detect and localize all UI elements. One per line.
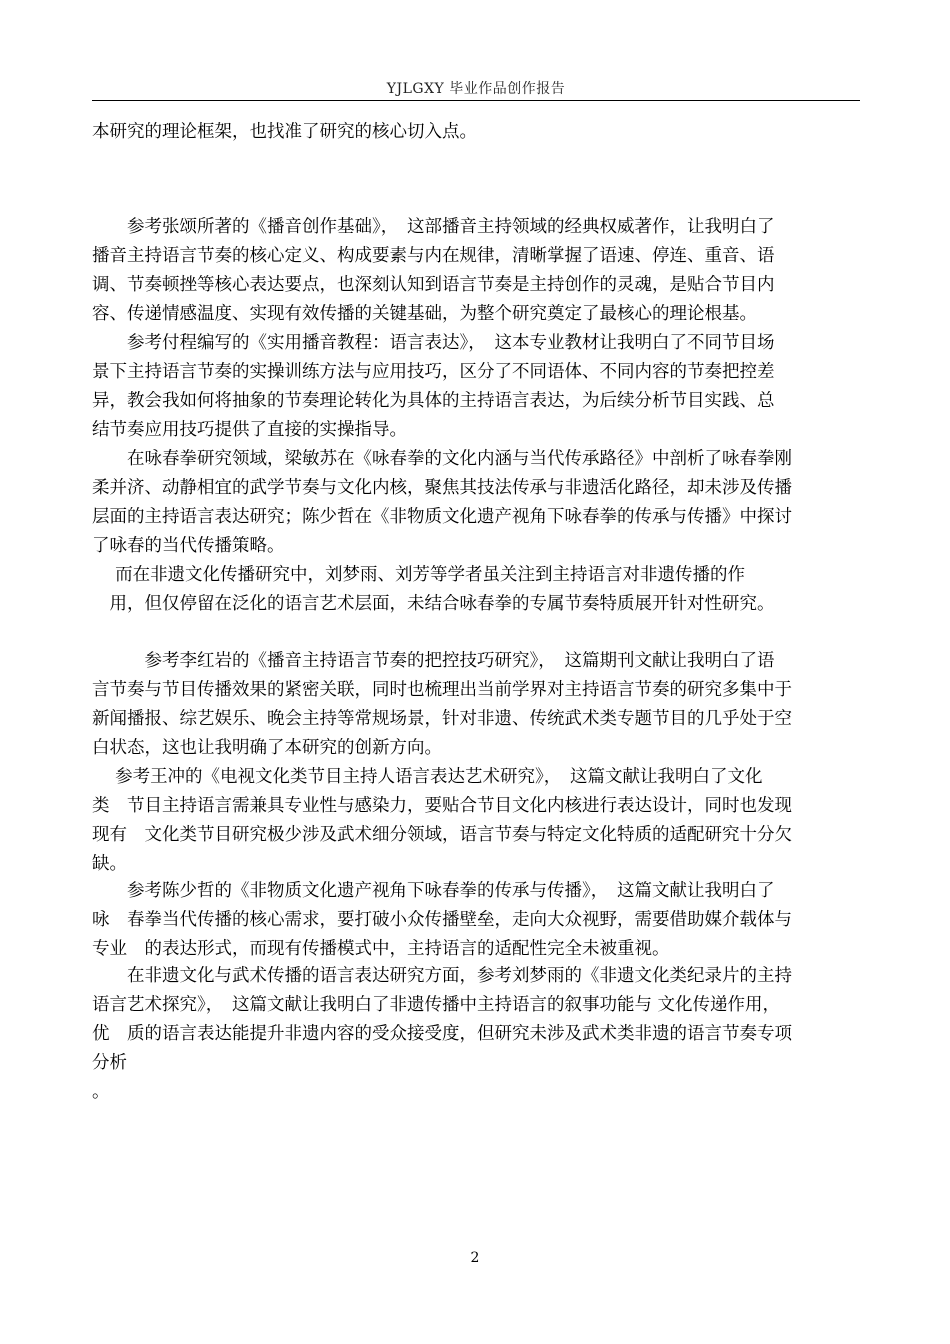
text-line: 而在非遗文化传播研究中，刘梦雨、刘芳等学者虽关注到主持语言对非遗传播的作 — [92, 565, 746, 585]
text-line: 现有 文化类节目研究极少涉及武术细分领域，语言节奏与特定文化特质的适配研究十分欠 — [92, 825, 792, 845]
text-line: 本研究的理论框架，也找准了研究的核心切入点。 — [92, 122, 477, 142]
paragraph-liu-mengyu — [92, 962, 852, 1107]
text-line: 播音主持语言节奏的核心定义、构成要素与内在规律，清晰掌握了语速、停连、重音、语 — [92, 246, 775, 266]
text-line: 语言艺术探究》， 这篇文献让我明白了非遗传播中主持语言的叙事功能与 文化传递作用， — [92, 995, 781, 1015]
page-number: 2 — [470, 1250, 480, 1266]
text-line: 新闻播报、综艺娱乐、晚会主持等常规场景，针对非遗、传统武术类专题节目的几乎处于空 — [92, 709, 792, 729]
text-line: 景下主持语言节奏的实操训练方法与应用技巧，区分了不同语体、不同内容的节奏把控差 — [92, 362, 775, 382]
text-line: 参考王冲的《电视文化类节目主持人语言表达艺术研究》， 这篇文献让我明白了文化 — [92, 767, 763, 787]
text-line: 异，教会我如何将抽象的节奏理论转化为具体的主持语言表达，为后续分析节目实践、总 — [92, 391, 775, 411]
text-line: 。 — [92, 1082, 110, 1102]
header-rule — [92, 100, 860, 101]
text-line: 在非遗文化与武术传播的语言表达研究方面，参考刘梦雨的《非遗文化类纪录片的主持 — [92, 966, 792, 986]
paragraph-zhang-song — [92, 213, 852, 329]
text-line: 专业 的表达形式，而现有传播模式中，主持语言的适配性完全未被重视。 — [92, 939, 670, 959]
text-line: 层面的主持语言表达研究；陈少哲在《非物质文化遗产视角下咏春拳的传承与传播》中探讨 — [92, 507, 792, 527]
paragraph-fu-cheng — [92, 329, 852, 445]
text-line: 类 节目主持语言需兼具专业性与感染力，要贴合节目文化内核进行表达设计，同时也发现 — [92, 796, 792, 816]
text-line: 参考陈少哲的《非物质文化遗产视角下咏春拳的传承与传播》， 这篇文献让我明白了 — [92, 881, 775, 901]
text-line: 了咏春的当代传播策略。 — [92, 536, 285, 556]
paragraph-wing-chun-research — [92, 445, 852, 561]
text-line: 白状态，这也让我明确了本研究的创新方向。 — [92, 738, 442, 758]
running-header: YJLGXY 毕业作品创作报告 — [386, 81, 566, 97]
text-line: 调、节奏顿挫等核心表达要点，也深刻认知到语言节奏是主持创作的灵魂，是贴合节目内 — [92, 275, 775, 295]
text-line: 言节奏与节目传播效果的紧密关联，同时也梳理出当前学界对主持语言节奏的研究多集中于 — [92, 680, 792, 700]
paragraph-heritage-research — [92, 561, 852, 619]
text-line: 柔并济、动静相宜的武学节奏与文化内核，聚焦其技法传承与非遗活化路径，却未涉及传播 — [92, 478, 792, 498]
text-line: 优 质的语言表达能提升非遗内容的受众接受度，但研究未涉及武术类非遗的语言节奏专项 — [92, 1024, 792, 1044]
text-line: 在咏春拳研究领域，梁敏苏在《咏春拳的文化内涵与当代传承路径》中剖析了咏春拳刚 — [92, 449, 792, 469]
text-line: 结节奏应用技巧提供了直接的实操指导。 — [92, 420, 407, 440]
paragraph-li-hongyan — [92, 647, 852, 763]
text-line: 参考付程编写的《实用播音教程：语言表达》， 这本专业教材让我明白了不同节目场 — [92, 333, 775, 353]
paragraph-wang-chong — [92, 763, 852, 879]
paragraph-continuation — [92, 118, 852, 147]
text-line: 参考李红岩的《播音主持语言节奏的把控技巧研究》， 这篇期刊文献让我明白了语 — [92, 651, 775, 671]
paragraph-chen-shaozhe — [92, 877, 852, 964]
text-line: 用，但仅停留在泛化的语言艺术层面，未结合咏春拳的专属节奏特质展开针对性研究。 — [92, 594, 775, 614]
text-line: 咏 春拳当代传播的核心需求，要打破小众传播壁垒，走向大众视野，需要借助媒介载体与 — [92, 910, 792, 930]
text-line: 容、传递情感温度、实现有效传播的关键基础，为整个研究奠定了最核心的理论根基。 — [92, 304, 757, 324]
text-line: 缺。 — [92, 854, 127, 874]
text-line: 分析 — [92, 1053, 127, 1073]
text-line: 参考张颂所著的《播音创作基础》， 这部播音主持领域的经典权威著作，让我明白了 — [92, 217, 775, 237]
